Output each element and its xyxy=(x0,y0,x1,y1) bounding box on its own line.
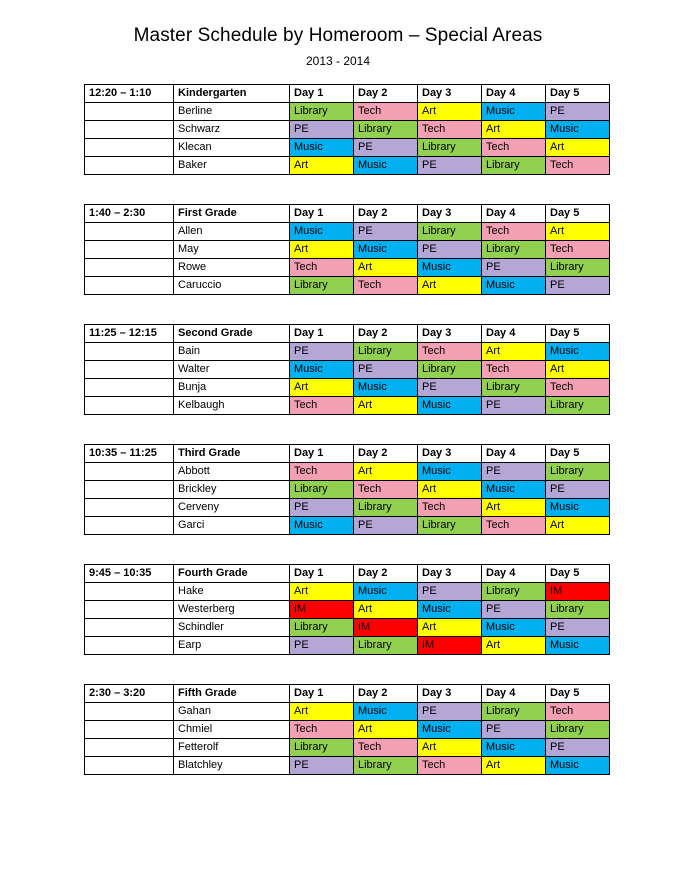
class-cell-music: Music xyxy=(482,103,546,121)
class-cell-library: Library xyxy=(546,463,610,481)
day-header: Day 1 xyxy=(290,325,354,343)
day-header: Day 4 xyxy=(482,325,546,343)
empty-time-cell xyxy=(85,757,174,775)
class-cell-tech: Tech xyxy=(418,499,482,517)
class-cell-pe: PE xyxy=(290,637,354,655)
day-header: Day 1 xyxy=(290,685,354,703)
class-cell-tech: Tech xyxy=(290,259,354,277)
class-cell-art: Art xyxy=(546,361,610,379)
homeroom-row xyxy=(85,703,610,721)
day-header: Day 5 xyxy=(546,565,610,583)
class-cell-im: IM xyxy=(354,619,418,637)
homeroom-row xyxy=(85,157,610,175)
empty-time-cell xyxy=(85,463,174,481)
section-spacer xyxy=(84,175,609,204)
section-spacer xyxy=(84,415,609,444)
class-cell-music: Music xyxy=(546,499,610,517)
homeroom-row xyxy=(85,619,610,637)
homeroom-row xyxy=(85,223,610,241)
day-header: Day 4 xyxy=(482,205,546,223)
class-cell-music: Music xyxy=(482,739,546,757)
class-cell-library: Library xyxy=(482,241,546,259)
day-header: Day 5 xyxy=(546,85,610,103)
teacher-name: Berline xyxy=(174,103,290,121)
class-cell-tech: Tech xyxy=(290,397,354,415)
class-cell-tech: Tech xyxy=(546,157,610,175)
class-cell-pe: PE xyxy=(482,397,546,415)
class-cell-music: Music xyxy=(290,223,354,241)
class-cell-tech: Tech xyxy=(482,223,546,241)
homeroom-row xyxy=(85,103,610,121)
class-cell-library: Library xyxy=(482,379,546,397)
class-cell-pe: PE xyxy=(418,157,482,175)
empty-time-cell xyxy=(85,361,174,379)
teacher-name: Klecan xyxy=(174,139,290,157)
class-cell-music: Music xyxy=(354,583,418,601)
teacher-name: Walter xyxy=(174,361,290,379)
schedule-table xyxy=(84,324,610,415)
class-cell-library: Library xyxy=(354,757,418,775)
teacher-name: Westerberg xyxy=(174,601,290,619)
day-header: Day 4 xyxy=(482,565,546,583)
day-header: Day 3 xyxy=(418,205,482,223)
time-slot: 12:20 – 1:10 xyxy=(85,85,174,103)
page-title: Master Schedule by Homeroom – Special Areas xyxy=(133,25,543,46)
teacher-name: Garci xyxy=(174,517,290,535)
schedule-header-row xyxy=(85,85,610,103)
class-cell-art: Art xyxy=(290,241,354,259)
teacher-name: Earp xyxy=(174,637,290,655)
empty-time-cell xyxy=(85,703,174,721)
class-cell-music: Music xyxy=(290,361,354,379)
teacher-name: Abbott xyxy=(174,463,290,481)
class-cell-library: Library xyxy=(418,139,482,157)
empty-time-cell xyxy=(85,517,174,535)
class-cell-music: Music xyxy=(354,379,418,397)
section-spacer xyxy=(84,295,609,324)
schedule-header-row xyxy=(85,565,610,583)
class-cell-pe: PE xyxy=(354,361,418,379)
class-cell-library: Library xyxy=(354,121,418,139)
day-header: Day 3 xyxy=(418,445,482,463)
day-header: Day 3 xyxy=(418,565,482,583)
class-cell-tech: Tech xyxy=(482,517,546,535)
class-cell-pe: PE xyxy=(546,739,610,757)
class-cell-tech: Tech xyxy=(482,361,546,379)
class-cell-pe: PE xyxy=(418,379,482,397)
class-cell-art: Art xyxy=(482,343,546,361)
school-year: 2013 - 2014 xyxy=(305,54,371,68)
class-cell-art: Art xyxy=(546,223,610,241)
class-cell-library: Library xyxy=(418,517,482,535)
day-header: Day 4 xyxy=(482,685,546,703)
class-cell-library: Library xyxy=(546,397,610,415)
class-cell-pe: PE xyxy=(290,757,354,775)
schedule-table xyxy=(84,204,610,295)
grade-label: First Grade xyxy=(174,205,290,223)
homeroom-row xyxy=(85,343,610,361)
class-cell-pe: PE xyxy=(482,601,546,619)
teacher-name: Blatchley xyxy=(174,757,290,775)
empty-time-cell xyxy=(85,103,174,121)
class-cell-music: Music xyxy=(418,721,482,739)
class-cell-art: Art xyxy=(354,601,418,619)
empty-time-cell xyxy=(85,619,174,637)
teacher-name: Rowe xyxy=(174,259,290,277)
class-cell-tech: Tech xyxy=(354,277,418,295)
empty-time-cell xyxy=(85,121,174,139)
class-cell-im: IM xyxy=(418,637,482,655)
class-cell-music: Music xyxy=(546,343,610,361)
class-cell-art: Art xyxy=(418,277,482,295)
class-cell-art: Art xyxy=(290,703,354,721)
class-cell-music: Music xyxy=(354,241,418,259)
empty-time-cell xyxy=(85,241,174,259)
class-cell-pe: PE xyxy=(290,121,354,139)
class-cell-art: Art xyxy=(482,121,546,139)
day-header: Day 1 xyxy=(290,205,354,223)
homeroom-row xyxy=(85,397,610,415)
class-cell-tech: Tech xyxy=(546,379,610,397)
class-cell-tech: Tech xyxy=(546,703,610,721)
teacher-name: Caruccio xyxy=(174,277,290,295)
empty-time-cell xyxy=(85,397,174,415)
class-cell-library: Library xyxy=(290,619,354,637)
homeroom-row xyxy=(85,259,610,277)
empty-time-cell xyxy=(85,583,174,601)
class-cell-library: Library xyxy=(290,277,354,295)
class-cell-art: Art xyxy=(354,463,418,481)
class-cell-tech: Tech xyxy=(418,343,482,361)
teacher-name: Bunja xyxy=(174,379,290,397)
class-cell-library: Library xyxy=(290,103,354,121)
class-cell-art: Art xyxy=(418,103,482,121)
schedule-table xyxy=(84,84,610,175)
schedule-header-row xyxy=(85,685,610,703)
class-cell-im: IM xyxy=(546,583,610,601)
class-cell-pe: PE xyxy=(482,721,546,739)
class-cell-im: IM xyxy=(290,601,354,619)
class-cell-tech: Tech xyxy=(482,139,546,157)
day-header: Day 5 xyxy=(546,325,610,343)
class-cell-music: Music xyxy=(482,277,546,295)
class-cell-art: Art xyxy=(290,157,354,175)
day-header: Day 1 xyxy=(290,565,354,583)
day-header: Day 1 xyxy=(290,85,354,103)
time-slot: 10:35 – 11:25 xyxy=(85,445,174,463)
day-header: Day 2 xyxy=(354,445,418,463)
class-cell-art: Art xyxy=(290,379,354,397)
homeroom-row xyxy=(85,481,610,499)
teacher-name: Schindler xyxy=(174,619,290,637)
class-cell-library: Library xyxy=(290,739,354,757)
day-header: Day 2 xyxy=(354,205,418,223)
teacher-name: Hake xyxy=(174,583,290,601)
empty-time-cell xyxy=(85,481,174,499)
class-cell-pe: PE xyxy=(354,139,418,157)
class-cell-library: Library xyxy=(546,721,610,739)
grade-label: Kindergarten xyxy=(174,85,290,103)
day-header: Day 1 xyxy=(290,445,354,463)
class-cell-library: Library xyxy=(418,361,482,379)
day-header: Day 3 xyxy=(418,325,482,343)
class-cell-pe: PE xyxy=(546,619,610,637)
class-cell-music: Music xyxy=(546,121,610,139)
class-cell-music: Music xyxy=(354,157,418,175)
class-cell-library: Library xyxy=(418,223,482,241)
homeroom-row xyxy=(85,517,610,535)
empty-time-cell xyxy=(85,379,174,397)
homeroom-row xyxy=(85,241,610,259)
class-cell-pe: PE xyxy=(482,463,546,481)
grade-label: Third Grade xyxy=(174,445,290,463)
class-cell-music: Music xyxy=(482,619,546,637)
day-header: Day 4 xyxy=(482,85,546,103)
grade-label: Fourth Grade xyxy=(174,565,290,583)
empty-time-cell xyxy=(85,277,174,295)
class-cell-art: Art xyxy=(354,259,418,277)
teacher-name: Bain xyxy=(174,343,290,361)
class-cell-music: Music xyxy=(418,259,482,277)
class-cell-pe: PE xyxy=(290,343,354,361)
section-spacer xyxy=(84,655,609,684)
class-cell-art: Art xyxy=(418,619,482,637)
class-cell-pe: PE xyxy=(418,241,482,259)
teacher-name: Fetterolf xyxy=(174,739,290,757)
day-header: Day 3 xyxy=(418,685,482,703)
class-cell-pe: PE xyxy=(546,277,610,295)
teacher-name: Brickley xyxy=(174,481,290,499)
day-header: Day 2 xyxy=(354,325,418,343)
class-cell-tech: Tech xyxy=(546,241,610,259)
class-cell-pe: PE xyxy=(290,499,354,517)
class-cell-art: Art xyxy=(418,739,482,757)
day-header: Day 4 xyxy=(482,445,546,463)
homeroom-row xyxy=(85,463,610,481)
homeroom-row xyxy=(85,277,610,295)
class-cell-tech: Tech xyxy=(418,757,482,775)
class-cell-music: Music xyxy=(418,601,482,619)
teacher-name: Kelbaugh xyxy=(174,397,290,415)
homeroom-row xyxy=(85,139,610,157)
class-cell-music: Music xyxy=(546,637,610,655)
class-cell-art: Art xyxy=(354,397,418,415)
teacher-name: Schwarz xyxy=(174,121,290,139)
day-header: Day 5 xyxy=(546,685,610,703)
class-cell-art: Art xyxy=(546,517,610,535)
class-cell-music: Music xyxy=(418,397,482,415)
day-header: Day 3 xyxy=(418,85,482,103)
empty-time-cell xyxy=(85,601,174,619)
empty-time-cell xyxy=(85,343,174,361)
day-header: Day 5 xyxy=(546,445,610,463)
teacher-name: Baker xyxy=(174,157,290,175)
class-cell-library: Library xyxy=(482,583,546,601)
schedule-table xyxy=(84,444,610,535)
class-cell-library: Library xyxy=(354,343,418,361)
class-cell-art: Art xyxy=(354,721,418,739)
class-cell-music: Music xyxy=(290,139,354,157)
day-header: Day 2 xyxy=(354,565,418,583)
class-cell-library: Library xyxy=(354,637,418,655)
class-cell-music: Music xyxy=(482,481,546,499)
teacher-name: Cerveny xyxy=(174,499,290,517)
class-cell-tech: Tech xyxy=(354,739,418,757)
class-cell-music: Music xyxy=(290,517,354,535)
empty-time-cell xyxy=(85,739,174,757)
empty-time-cell xyxy=(85,721,174,739)
homeroom-row xyxy=(85,721,610,739)
homeroom-row xyxy=(85,739,610,757)
class-cell-pe: PE xyxy=(546,481,610,499)
homeroom-row xyxy=(85,757,610,775)
time-slot: 1:40 – 2:30 xyxy=(85,205,174,223)
class-cell-pe: PE xyxy=(546,103,610,121)
class-cell-library: Library xyxy=(546,601,610,619)
class-cell-music: Music xyxy=(418,463,482,481)
empty-time-cell xyxy=(85,223,174,241)
time-slot: 2:30 – 3:20 xyxy=(85,685,174,703)
teacher-name: May xyxy=(174,241,290,259)
day-header: Day 2 xyxy=(354,85,418,103)
class-cell-tech: Tech xyxy=(354,481,418,499)
empty-time-cell xyxy=(85,637,174,655)
class-cell-art: Art xyxy=(290,583,354,601)
class-cell-tech: Tech xyxy=(290,721,354,739)
grade-label: Second Grade xyxy=(174,325,290,343)
class-cell-tech: Tech xyxy=(290,463,354,481)
class-cell-pe: PE xyxy=(418,703,482,721)
homeroom-row xyxy=(85,499,610,517)
schedule-header-row xyxy=(85,445,610,463)
teacher-name: Allen xyxy=(174,223,290,241)
teacher-name: Gahan xyxy=(174,703,290,721)
class-cell-pe: PE xyxy=(418,583,482,601)
class-cell-library: Library xyxy=(482,157,546,175)
class-cell-art: Art xyxy=(482,637,546,655)
empty-time-cell xyxy=(85,259,174,277)
class-cell-library: Library xyxy=(354,499,418,517)
schedule-header-row xyxy=(85,205,610,223)
homeroom-row xyxy=(85,379,610,397)
schedule-header-row xyxy=(85,325,610,343)
homeroom-row xyxy=(85,583,610,601)
grade-label: Fifth Grade xyxy=(174,685,290,703)
empty-time-cell xyxy=(85,157,174,175)
schedule-table xyxy=(84,564,610,655)
section-spacer xyxy=(84,535,609,564)
homeroom-row xyxy=(85,601,610,619)
day-header: Day 5 xyxy=(546,205,610,223)
homeroom-row xyxy=(85,637,610,655)
homeroom-row xyxy=(85,121,610,139)
schedule-table xyxy=(84,684,610,775)
empty-time-cell xyxy=(85,139,174,157)
class-cell-tech: Tech xyxy=(418,121,482,139)
class-cell-pe: PE xyxy=(354,517,418,535)
homeroom-row xyxy=(85,361,610,379)
class-cell-tech: Tech xyxy=(354,103,418,121)
class-cell-pe: PE xyxy=(482,259,546,277)
time-slot: 9:45 – 10:35 xyxy=(85,565,174,583)
empty-time-cell xyxy=(85,499,174,517)
class-cell-music: Music xyxy=(546,757,610,775)
schedule-sections xyxy=(84,84,609,775)
class-cell-library: Library xyxy=(290,481,354,499)
day-header: Day 2 xyxy=(354,685,418,703)
time-slot: 11:25 – 12:15 xyxy=(85,325,174,343)
class-cell-art: Art xyxy=(546,139,610,157)
class-cell-library: Library xyxy=(482,703,546,721)
class-cell-pe: PE xyxy=(354,223,418,241)
class-cell-art: Art xyxy=(418,481,482,499)
class-cell-art: Art xyxy=(482,757,546,775)
class-cell-music: Music xyxy=(354,703,418,721)
class-cell-library: Library xyxy=(546,259,610,277)
teacher-name: Chmiel xyxy=(174,721,290,739)
class-cell-art: Art xyxy=(482,499,546,517)
